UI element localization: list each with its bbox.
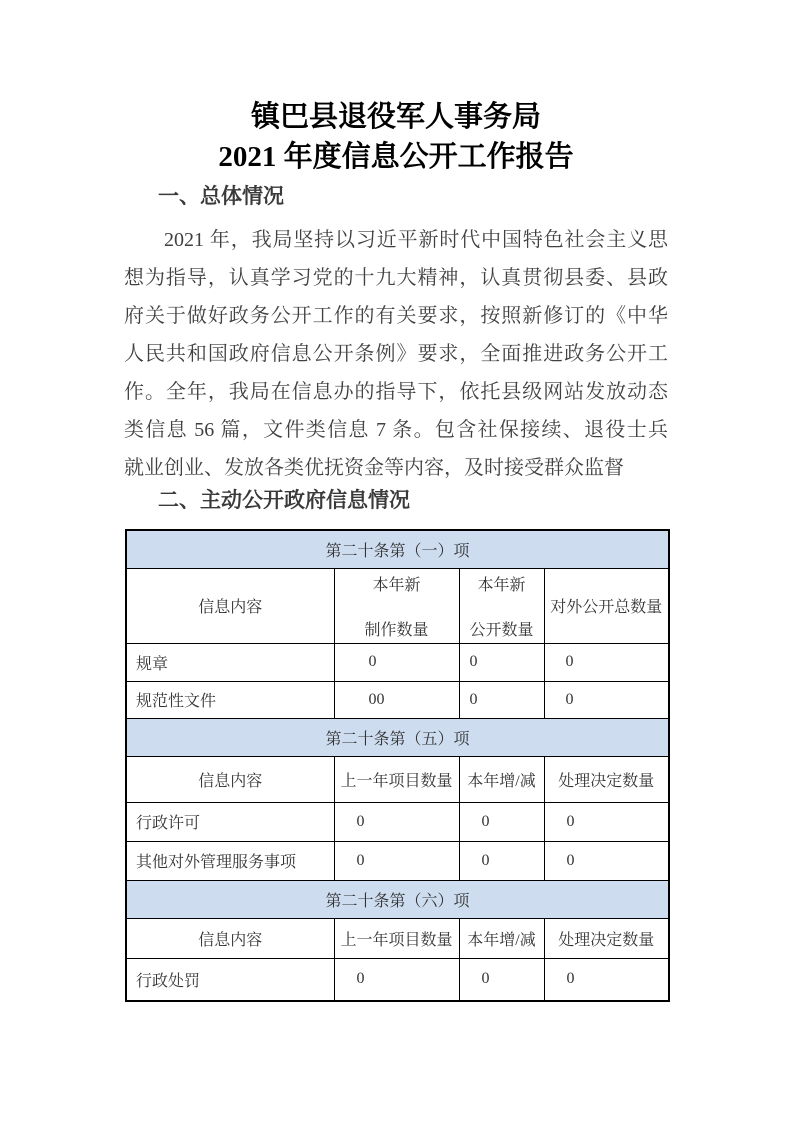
section-1-heading: 一、总体情况	[158, 185, 284, 208]
paragraph-line: 2021 年，我局坚持以习近平新时代中国特色社会主义思	[164, 229, 668, 251]
t3-cell-value: 0	[544, 958, 669, 1001]
t1-column-header-total-public: 对外公开总数量	[544, 568, 669, 643]
t1-col2-line1: 本年新	[372, 576, 421, 594]
t3-cell-value: 0	[334, 958, 459, 1001]
t2-cell-value: 0	[459, 802, 544, 841]
t2-row-label: 其他对外管理服务事项	[126, 841, 334, 880]
t2-column-header-info-content: 信息内容	[126, 756, 334, 802]
t1-cell-value: 0	[544, 643, 669, 681]
t1-column-header-new-published	[459, 568, 544, 643]
t2-cell-value: 0	[544, 841, 669, 880]
t1-col3-line2: 公开数量	[469, 621, 534, 639]
t2-column-header-change: 本年增/减	[459, 756, 544, 802]
t1-cell-value: 0	[459, 643, 544, 681]
info-disclosure-table	[125, 529, 670, 1002]
document-title-line2: 2021 年度信息公开工作报告	[218, 141, 574, 173]
t1-row-label: 规章	[126, 643, 334, 681]
paragraph-line: 人民共和国政府信息公开条例》要求，全面推进政务公开工	[124, 343, 668, 365]
t3-row-label: 行政处罚	[126, 958, 334, 1001]
paragraph-line: 府关于做好政务公开工作的有关要求，按照新修订的《中华	[124, 305, 668, 327]
t3-column-header-last-year-count: 上一年项目数量	[334, 918, 459, 958]
section-2-heading: 二、主动公开政府信息情况	[158, 489, 410, 512]
t2-column-header-last-year-count: 上一年项目数量	[334, 756, 459, 802]
t1-col2-line2: 制作数量	[364, 621, 429, 639]
t3-cell-value: 0	[459, 958, 544, 1001]
paragraph-line: 作。全年，我局在信息办的指导下，依托县级网站发放动态	[124, 381, 668, 403]
t1-row-label: 规范性文件	[126, 681, 334, 718]
t1-cell-value: 0	[334, 643, 459, 681]
paragraph-line: 类信息 56 篇，文件类信息 7 条。包含社保接续、退役士兵	[124, 419, 668, 441]
paragraph-line: 想为指导，认真学习党的十九大精神，认真贯彻县委、县政	[124, 267, 668, 289]
t1-cell-value: 0	[544, 681, 669, 718]
paragraph-line: 就业创业、发放各类优抚资金等内容，及时接受群众监督	[124, 457, 624, 479]
t2-cell-value: 0	[544, 802, 669, 841]
t2-cell-value: 0	[334, 841, 459, 880]
t3-column-header-change: 本年增/减	[459, 918, 544, 958]
t1-cell-value: 00	[334, 681, 459, 718]
document-title-line1: 镇巴县退役军人事务局	[250, 101, 541, 133]
t1-column-header-new-produced	[334, 568, 459, 643]
t2-cell-value: 0	[459, 841, 544, 880]
t3-column-header-info-content: 信息内容	[126, 918, 334, 958]
t1-column-header-info-content: 信息内容	[126, 568, 334, 643]
body-paragraph	[124, 221, 668, 487]
t3-column-header-decisions: 处理决定数量	[544, 918, 669, 958]
t2-row-label: 行政许可	[126, 802, 334, 841]
table-section-1-band: 第二十条第（一）项	[126, 530, 669, 568]
t2-cell-value: 0	[334, 802, 459, 841]
t1-cell-value: 0	[459, 681, 544, 718]
table-section-3-band: 第二十条第（六）项	[126, 880, 669, 918]
t2-column-header-decisions: 处理决定数量	[544, 756, 669, 802]
t1-col3-line1: 本年新	[477, 576, 526, 594]
table-section-2-band: 第二十条第（五）项	[126, 718, 669, 756]
